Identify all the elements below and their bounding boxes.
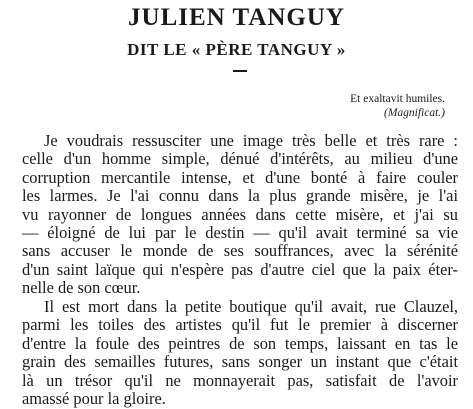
paragraph-line: amassé pour la gloire.: [22, 389, 166, 409]
chapter-title: JULIEN TANGUY: [128, 4, 345, 31]
epigraph: [350, 92, 445, 120]
paragraph-line: — éloigné de lui par le destin — qu'il avait terminé sa vie: [22, 223, 458, 243]
paragraph-line: là un trésor qu'il ne monnayerait pas, satisfait de l'avoir: [22, 370, 458, 390]
chapter-subtitle: DIT LE « PÈRE TANGUY »: [127, 40, 346, 59]
paragraph-line: sans accuser le monde de ses souffrances, avec la sérénité: [22, 241, 458, 261]
paragraph-line: nelle de son cœur.: [22, 278, 141, 298]
paragraph-line: grain des semailles futures, sans songer un instant que c'était: [22, 352, 458, 372]
paragraph-line: les larmes. Je l'ai connu dans la plus grande misère, je l'ai: [22, 186, 458, 206]
epigraph-text: Et exaltavit humiles.: [350, 93, 445, 105]
paragraph-1: [22, 132, 458, 298]
paragraph-line: d'entre la foule des peintres de son temps, laissant en tas le: [22, 333, 458, 353]
paragraph-line: Je voudrais ressusciter une image très belle et très rare :: [44, 131, 458, 150]
paragraph-line: d'un saint laïque qui n'espère pas d'autre ciel que la paix éter-: [22, 259, 458, 279]
paragraph-line: vu rayonner de longues années dans cette misère, et j'ai su: [22, 204, 458, 224]
paragraph-line: corruption mercantile intense, et d'une bonté à faire couler: [22, 167, 458, 187]
paragraph-2: [22, 298, 458, 408]
title-divider: [233, 70, 247, 72]
paragraph-line: celle d'un homme simple, dénué d'intérêts, au milieu d'une: [22, 149, 458, 169]
paragraph-line: parmi les toiles des artistes qu'il fut le premier à discerner: [22, 315, 458, 335]
epigraph-source: (Magnificat.): [384, 107, 445, 119]
paragraph-line: Il est mort dans la petite boutique qu'il avait, rue Clauzel,: [44, 297, 458, 316]
